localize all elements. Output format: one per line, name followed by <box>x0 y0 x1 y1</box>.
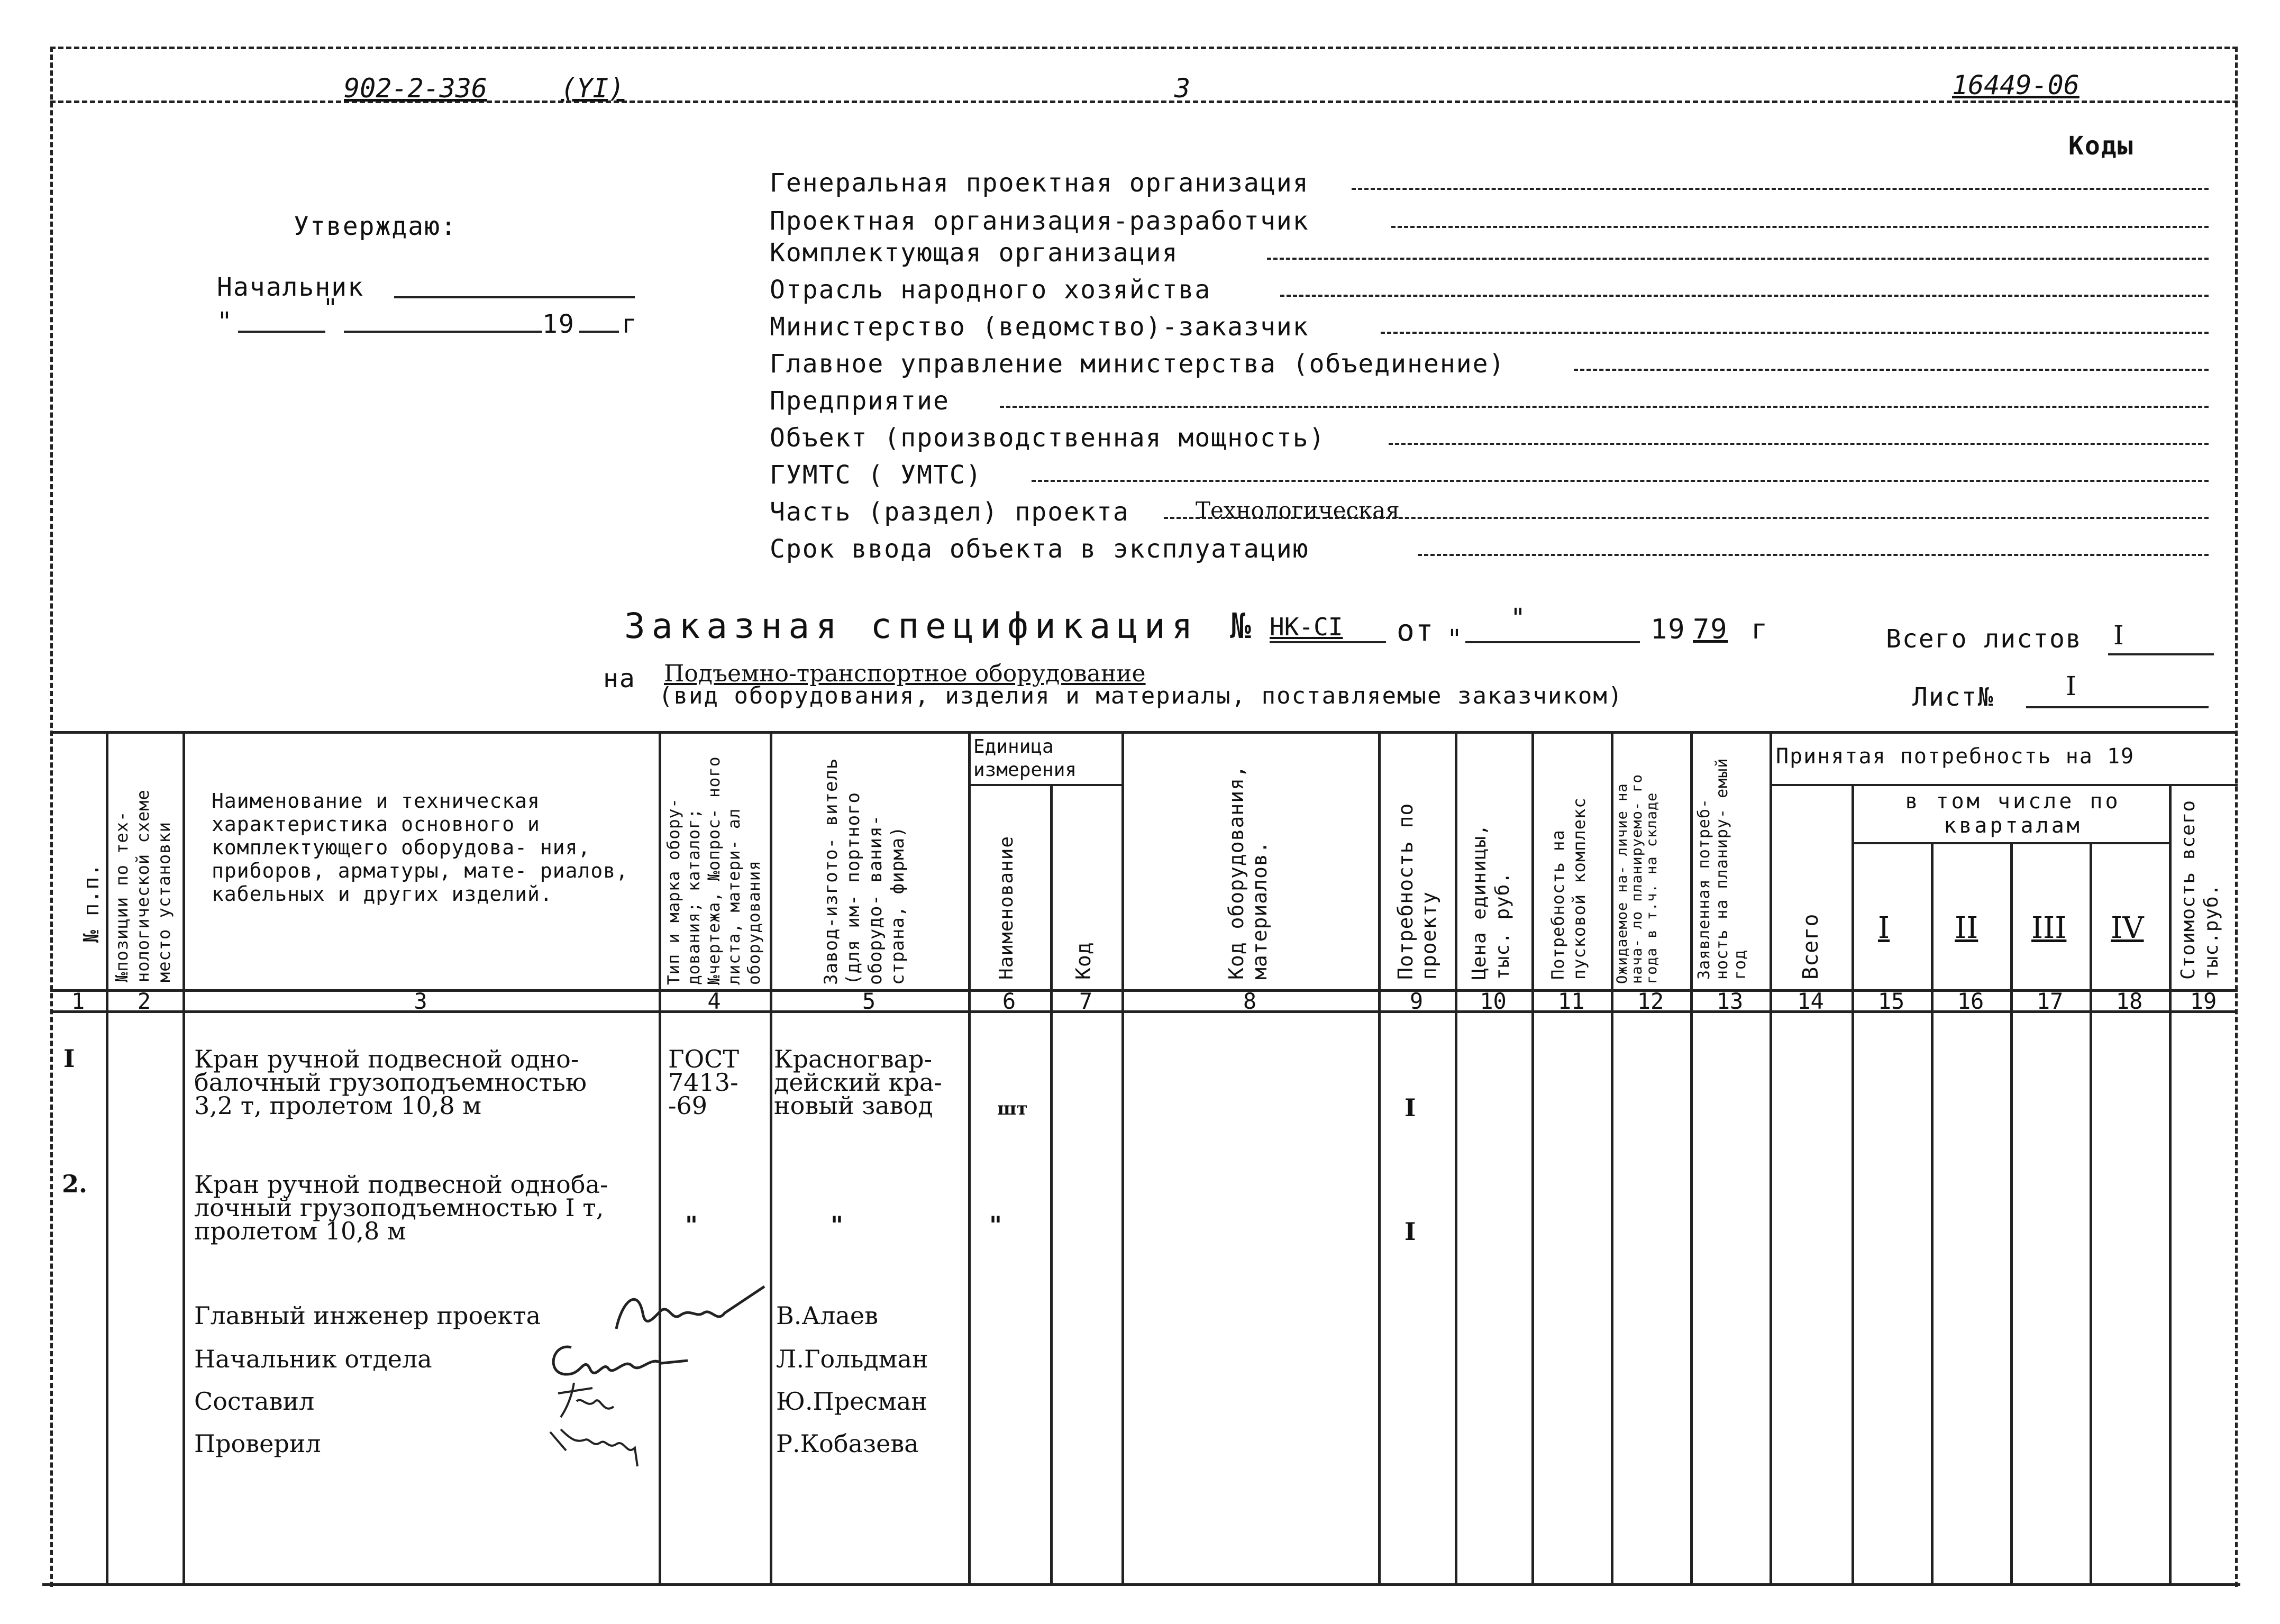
col-rule <box>1050 784 1053 1583</box>
handwritten-signature-1 <box>611 1281 770 1339</box>
col-header-5: Завод-изгото- витель (для им- портного оборудо- вания-страна, фирма) <box>820 758 908 985</box>
date-day-line <box>238 331 325 333</box>
org-field-line <box>1389 443 2209 445</box>
row-type: ГОСТ 7413- -69 <box>668 1045 740 1120</box>
org-field-line <box>1280 295 2209 297</box>
date-open-quote: " <box>217 307 233 336</box>
org-field-line <box>1164 517 2209 519</box>
org-field-line <box>1267 258 2209 260</box>
col-header-1: № п.п. <box>79 863 104 943</box>
accepted-group-rule <box>1770 784 2238 786</box>
col-header-2: №позиции по тех- нологической схеме место установки <box>112 789 174 982</box>
col-number: 5 <box>862 988 876 1014</box>
col-number: 16 <box>1957 988 1984 1014</box>
date-close-quote: " <box>323 294 339 323</box>
handwritten-signature-3 <box>550 1377 630 1425</box>
col-number: 14 <box>1797 988 1824 1014</box>
row-unit: " <box>989 1211 1002 1239</box>
accepted-group-header: Принятая потребность на 19 <box>1776 744 2135 769</box>
row-number: 2. <box>62 1170 88 1198</box>
col-rule <box>1531 731 1534 1583</box>
col-header-17: III <box>2031 911 2067 945</box>
signature-role: Главный инженер проекта <box>194 1301 541 1330</box>
spec-year-suffix: г <box>1751 614 1769 645</box>
col-header-4: Тип и марка обору- дования; каталог; №чертежа, №опрос- ного листа, матери- ал оборудования <box>664 756 764 985</box>
col-rule <box>1770 731 1772 1583</box>
spec-subject: Подъемно-транспортное оборудование <box>664 660 1146 687</box>
spec-number: НК-CI <box>1270 613 1343 641</box>
col-rule <box>1690 731 1693 1583</box>
col-number: 15 <box>1877 988 1905 1014</box>
spec-title: Заказная спецификация <box>624 606 1199 646</box>
org-field-line <box>1032 480 2209 482</box>
org-field-line <box>1352 188 2209 190</box>
col-header-14: Всего <box>1799 913 1823 980</box>
col-header-15: I <box>1878 911 1890 945</box>
col-number: 1 <box>71 988 85 1014</box>
col-rule <box>968 731 971 1583</box>
handwritten-signature-4 <box>545 1419 651 1472</box>
col-rule <box>1455 731 1457 1583</box>
col-header-10: Цена единицы, тыс. руб. <box>1469 824 1513 980</box>
spec-number-label: № <box>1230 606 1252 646</box>
total-sheets-value: I <box>2113 620 2124 651</box>
col-number: 7 <box>1079 988 1093 1014</box>
spec-date-line <box>1465 641 1640 643</box>
org-field-label: Отрасль народного хозяйства <box>770 275 1211 305</box>
col-number: 18 <box>2115 988 2143 1014</box>
date-year-suffix: г <box>622 309 638 339</box>
org-field-label: Часть (раздел) проекта <box>770 497 1129 527</box>
org-field-label: Главное управление министерства (объединение) <box>770 349 1506 379</box>
col-rule <box>659 731 661 1583</box>
signature-name: Р.Кобазева <box>776 1429 919 1458</box>
col-rule <box>2090 842 2092 1583</box>
signature-role: Составил <box>194 1387 315 1416</box>
col-header-9: Потребность по проекту <box>1394 802 1440 980</box>
signature-name: Ю.Пресман <box>776 1387 927 1416</box>
org-field-label: ГУМТС ( УМТС) <box>770 460 982 490</box>
col-header-6: Наименование <box>996 835 1017 980</box>
spec-number-line <box>1270 641 1386 643</box>
col-rule <box>2169 784 2172 1583</box>
col-rule <box>1378 731 1381 1583</box>
spec-year-prefix: 19 <box>1650 614 1686 645</box>
col-number: 4 <box>707 988 721 1014</box>
col-number: 8 <box>1243 988 1257 1014</box>
col-rule <box>1852 784 1854 1583</box>
row-maker: " <box>831 1211 843 1239</box>
col-header-19: Стоимость всего тыс.руб. <box>2177 799 2222 980</box>
col-number: 11 <box>1557 988 1585 1014</box>
org-field-label: Предприятие <box>770 386 950 416</box>
signature-role: Проверил <box>194 1429 321 1458</box>
col-rule <box>1611 731 1613 1583</box>
col-number: 13 <box>1716 988 1744 1014</box>
row-type: " <box>685 1211 698 1239</box>
chief-label: Начальник <box>217 272 364 302</box>
sheet-value: I <box>2066 671 2076 701</box>
chief-signature-line <box>394 296 635 298</box>
org-field-label: Генеральная проектная организация <box>770 168 1309 198</box>
row-name: Кран ручной подвесной одноба- лочный грузоподъемностью I т, пролетом 10,8 м <box>194 1170 608 1245</box>
col-number: 2 <box>137 988 151 1014</box>
org-field-label: Срок ввода объекта в эксплуатацию <box>770 534 1309 564</box>
frame-bottom-line <box>42 1583 2240 1586</box>
sheet-number: 3 <box>1174 73 1191 104</box>
col-header-18: IV <box>2111 911 2144 945</box>
col-number: 17 <box>2036 988 2064 1014</box>
quarter-group-header: в том числе по кварталам <box>1905 789 2121 838</box>
col-number: 10 <box>1480 988 1507 1014</box>
row-quantity: I <box>1405 1093 1416 1122</box>
row-quantity: I <box>1405 1217 1416 1246</box>
codes-label: Коды <box>2068 131 2134 161</box>
spec-on-label: на <box>603 664 636 694</box>
org-field-label: Комплектующая организация <box>770 238 1179 268</box>
signature-role: Начальник отдела <box>194 1345 432 1373</box>
col-rule <box>106 731 108 1583</box>
row-unit: шт <box>997 1098 1028 1119</box>
org-field-line <box>1000 406 2209 408</box>
col-number: 9 <box>1409 988 1424 1014</box>
spec-table <box>50 731 2238 1583</box>
spec-open-quote: " <box>1447 624 1463 654</box>
col-rule <box>1931 842 1934 1583</box>
spec-subject-hint: (вид оборудования, изделия и материалы, поставляемые заказчиком) <box>659 682 1624 709</box>
org-field-label: Проектная организация-разработчик <box>770 206 1309 236</box>
signature-name: В.Алаев <box>776 1301 879 1330</box>
row-name: Кран ручной подвесной одно- балочный грузоподъемностью 3,2 т, пролетом 10,8 м <box>194 1045 587 1120</box>
org-field-line <box>1574 369 2209 371</box>
archive-number: 16449-06 <box>1952 70 2080 101</box>
col-rule <box>770 731 772 1583</box>
col-number: 3 <box>414 988 427 1014</box>
row-maker: Красногвар- дейский кра- новый завод <box>774 1045 942 1120</box>
date-year-line <box>579 331 619 333</box>
total-sheets-label: Всего листов <box>1886 624 2082 654</box>
spec-close-quote: " <box>1510 603 1527 633</box>
org-field-line <box>1381 332 2209 334</box>
org-field-line <box>1391 226 2209 228</box>
col-header-11: Потребность на пусковой комплекс <box>1548 797 1589 980</box>
table-top-rule <box>50 731 2238 734</box>
col-header-3: Наименование и техническая характеристика основного и комплектующего оборудова- ния, приборов, арматуры, мате- риалов, кабельных и других изделий. <box>212 789 628 906</box>
col-number: 19 <box>2190 988 2217 1014</box>
spec-year: 79 <box>1693 614 1728 645</box>
col-header-13: Заявленная потреб- ность на планиру- емый год <box>1695 758 1749 980</box>
date-month-line <box>344 331 542 333</box>
org-field-label: Министерство (ведомство)-заказчик <box>770 312 1309 342</box>
col-header-16: II <box>1955 911 1978 945</box>
unit-group-rule <box>968 784 1121 786</box>
signature-name: Л.Гольдман <box>776 1345 928 1373</box>
sheet-line <box>2026 706 2209 708</box>
col-number: 12 <box>1637 988 1664 1014</box>
col-rule <box>2010 842 2013 1583</box>
volume-number: (YI) <box>561 73 625 104</box>
project-code: 902-2-336 <box>344 73 487 104</box>
project-part-value: Технологическая <box>1196 497 1400 523</box>
row-number: I <box>63 1044 75 1073</box>
col-header-12: Ожидаемое на- личие на нача- ло планируемо- го года в т.ч. на складе <box>1614 774 1660 984</box>
unit-group-header: Единица измерения <box>973 736 1077 781</box>
spec-from-label: от <box>1397 614 1435 648</box>
org-field-line <box>1418 554 2209 556</box>
sheet-label: Лист№ <box>1912 682 1994 712</box>
date-year: 19 <box>542 309 575 339</box>
col-header-8: Код оборудования, материалов. <box>1225 765 1271 980</box>
total-sheets-line <box>2108 653 2214 655</box>
col-rule <box>1121 731 1124 1583</box>
org-field-label: Объект (производственная мощность) <box>770 423 1326 453</box>
approval-title: Утверждаю: <box>294 212 457 241</box>
col-rule <box>183 731 185 1583</box>
col-header-7: Код <box>1072 942 1095 980</box>
col-number: 6 <box>1002 988 1016 1014</box>
